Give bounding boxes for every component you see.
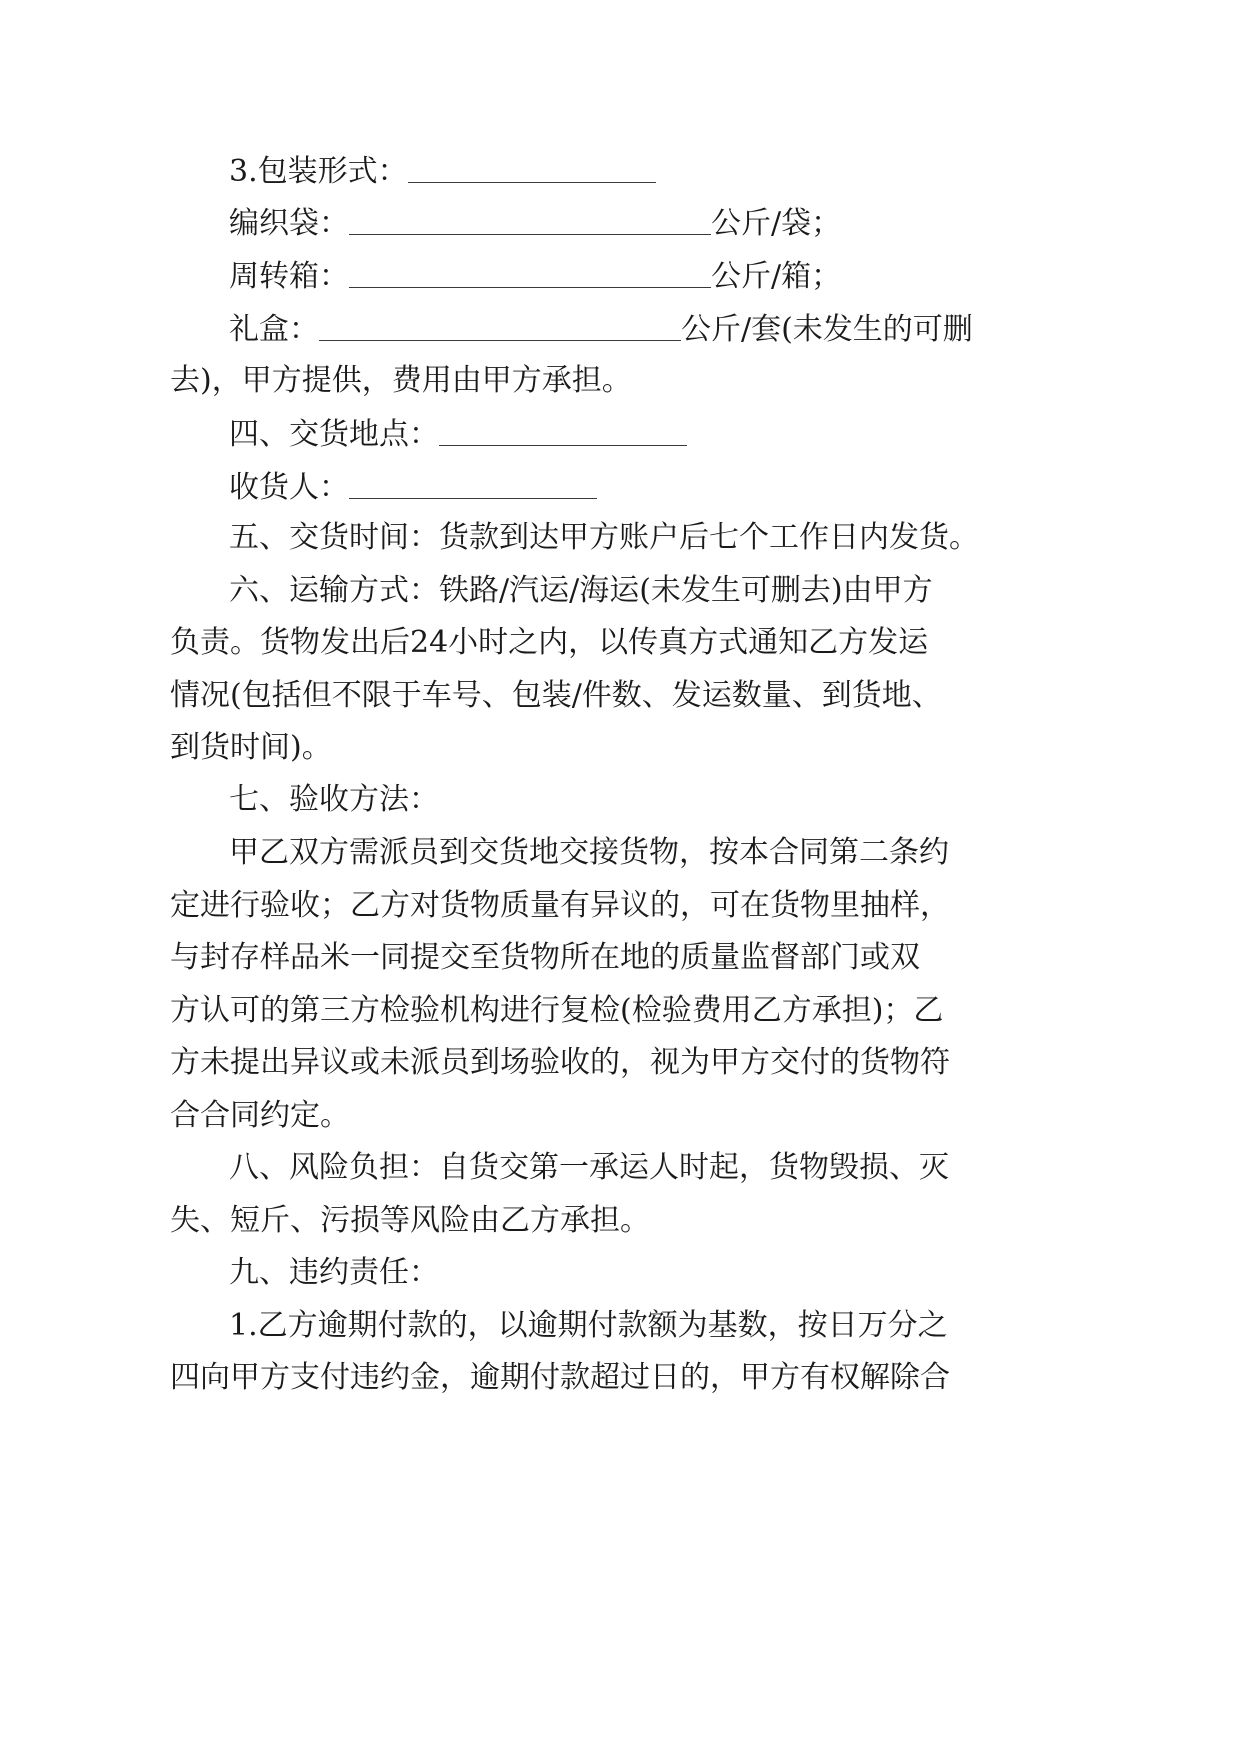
line-acceptance-1: 甲乙双方需派员到交货地交接货物，按本合同第二条约 [229, 835, 949, 870]
blank-field[interactable] [349, 468, 597, 499]
blank-field[interactable] [408, 152, 656, 183]
line-acceptance-4: 方认可的第三方检验机构进行复检(检验费用乙方承担)；乙 [170, 993, 944, 1028]
line-consignee: 收货人： [229, 466, 597, 506]
blank-field[interactable] [439, 415, 687, 446]
blank-field[interactable] [319, 310, 681, 341]
line-risk-1: 八、风险负担：自货交第一承运人时起，货物毁损、灭 [229, 1150, 949, 1185]
line-transport-1: 六、运输方式：铁路/汽运/海运(未发生可删去)由甲方 [229, 573, 933, 608]
line-delivery-time: 五、交货时间：货款到达甲方账户后七个工作日内发货。 [229, 520, 979, 555]
line-packaging-form: 3.包装形式： [229, 150, 656, 190]
line-gift-box-cont: 去)，甲方提供，费用由甲方承担。 [170, 363, 632, 398]
line-liability-1: 1.乙方逾期付款的，以逾期付款额为基数，按日万分之 [229, 1308, 948, 1343]
line-liability-2: 四向甲方支付违约金，逾期付款超过日的，甲方有权解除合 [170, 1360, 950, 1395]
line-acceptance-3: 与封存样品米一同提交至货物所在地的质量监督部门或双 [170, 940, 920, 975]
line-gift-box: 礼盒： 公斤/套(未发生的可删 [229, 312, 973, 347]
line-delivery-place: 四、交货地点： [229, 413, 687, 453]
line-acceptance-5: 方未提出异议或未派员到场验收的，视为甲方交付的货物符 [170, 1045, 950, 1080]
line-risk-2: 失、短斤、污损等风险由乙方承担。 [170, 1203, 650, 1238]
line-turnover-box: 周转箱： 公斤/箱； [229, 259, 842, 294]
line-acceptance-6: 合合同约定。 [170, 1098, 350, 1133]
heading-liability: 九、违约责任： [229, 1255, 439, 1290]
line-transport-4: 到货时间)。 [170, 730, 332, 765]
line-acceptance-2: 定进行验收；乙方对货物质量有异议的，可在货物里抽样， [170, 888, 950, 923]
line-transport-3: 情况(包括但不限于车号、包装/件数、发运数量、到货地、 [170, 678, 942, 713]
blank-field[interactable] [349, 257, 711, 288]
line-transport-2: 负责。货物发出后24小时之内，以传真方式通知乙方发运 [170, 625, 929, 660]
blank-field[interactable] [349, 204, 711, 235]
heading-acceptance: 七、验收方法： [229, 782, 439, 817]
line-woven-bag: 编织袋： 公斤/袋； [229, 206, 842, 241]
